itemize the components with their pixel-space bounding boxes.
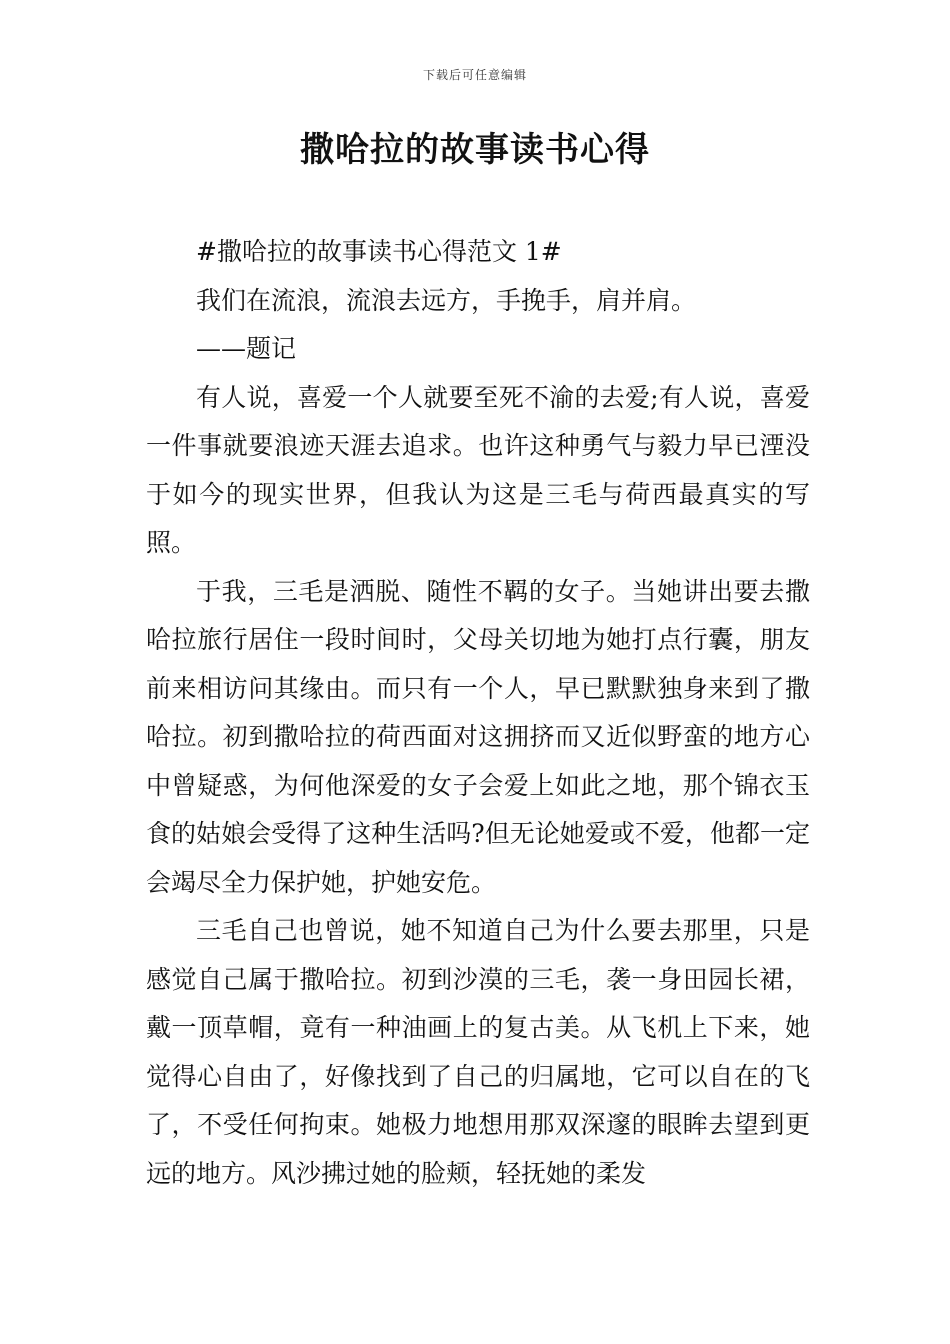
body-paragraph: 于我，三毛是洒脱、随性不羁的女子。当她讲出要去撒哈拉旅行居住一段时间时，父母关切地为她打点行囊，朋友前来相访问其缘由。而只有一个人，早已默默独身来到了撒哈拉。初到撒哈拉的荷西面对这拥挤而又近似野蛮的地方心中曾疑惑，为何他深爱的女子会爱上如此之地，那个锦衣玉食的姑娘会受得了这种生活吗?但无论她爱或不爱，他都一定会竭尽全力保护她，护她安危。	[146, 576, 810, 897]
subtitle-paragraph: #撒哈拉的故事读书心得范文 1#	[196, 237, 562, 266]
document-title: 撒哈拉的故事读书心得	[300, 130, 650, 170]
epigraph-attribution: ——题记	[196, 334, 297, 363]
header-note: 下载后可任意编辑	[422, 68, 527, 82]
body-paragraph: 有人说，喜爱一个人就要至死不渝的去爱;有人说，喜爱一件事就要浪迹天涯去追求。也许这种勇气与毅力早已湮没于如今的现实世界，但我认为这是三毛与荷西最真实的写照。	[146, 382, 810, 557]
document-body	[146, 228, 810, 1198]
epigraph-line: 我们在流浪，流浪去远方，手挽手，肩并肩。	[196, 285, 697, 315]
body-paragraph: 三毛自己也曾说，她不知道自己为什么要去那里，只是感觉自己属于撒哈拉。初到沙漠的三毛，袭一身田园长裙，戴一顶草帽，竟有一种油画上的复古美。从飞机上下来，她觉得心自由了，好像找到了自己的归属地，它可以自在的飞了，不受任何拘束。她极力地想用那双深邃的眼眸去望到更远的地方。风沙拂过她的脸颊，轻抚她的柔发	[146, 916, 810, 1188]
